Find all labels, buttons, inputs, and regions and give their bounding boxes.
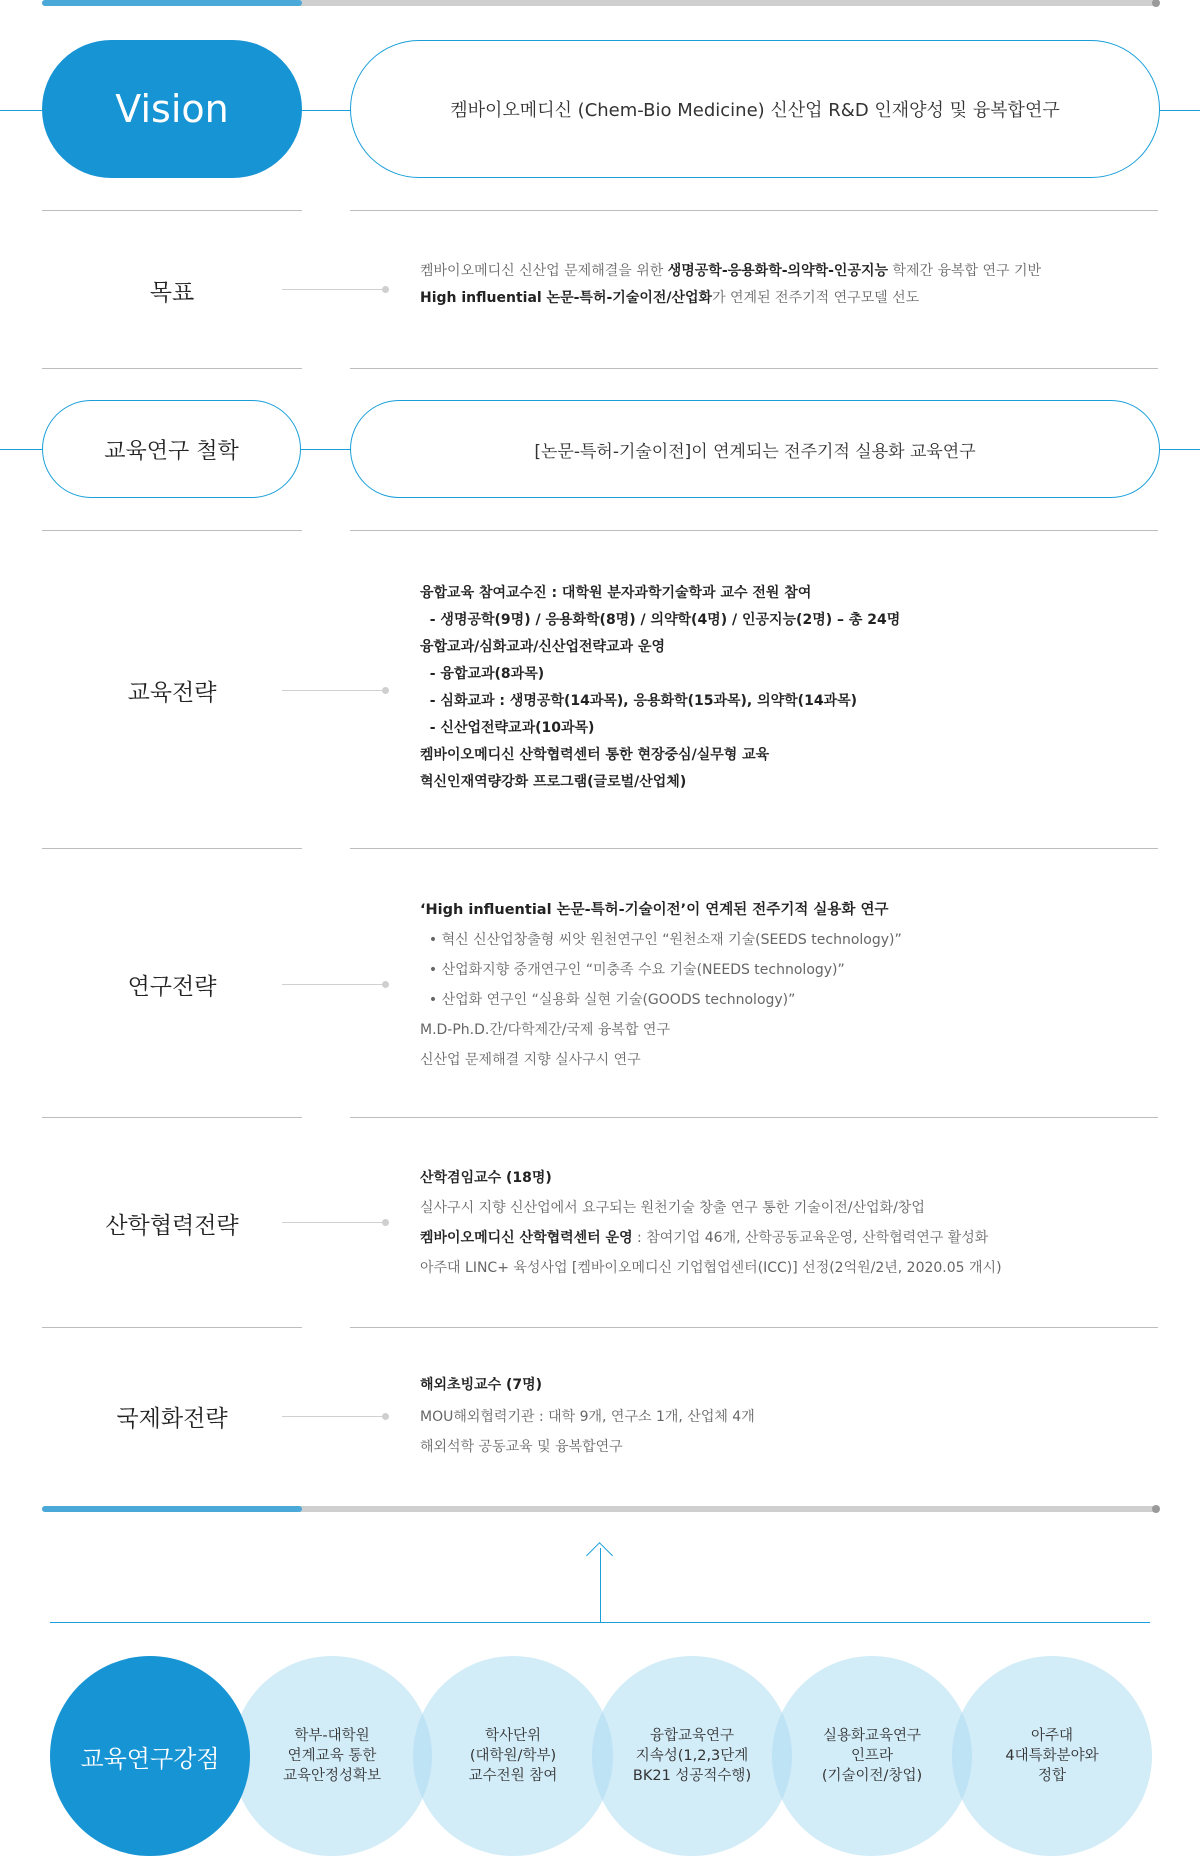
top-progress-bar [42, 0, 1158, 6]
research-headline: ‘High influential 논문-특허-기술이전’이 연계된 전주기적 실용화 연구 [420, 902, 889, 918]
education-line-7: 켐바이오메디신 산학협력센터 통한 현장중심/실무형 교육 [420, 747, 770, 763]
strength-1-line-3: 교육안정성확보 [282, 1768, 382, 1784]
education-content [420, 580, 1140, 796]
global-line-2: MOU해외협력기관 : 대학 9개, 연구소 1개, 산업체 4개 [420, 1409, 755, 1425]
top-progress-fill [42, 0, 302, 6]
research-line-5: 신산업 문제해결 지향 실사구시 연구 [420, 1052, 641, 1068]
strength-item-5 [952, 1656, 1152, 1856]
goal-line-2 [420, 285, 1140, 312]
top-progress-end-dot [1152, 0, 1160, 7]
education-line-8: 혁신인재역량강화 프로그램(글로벌/산업체) [420, 774, 687, 790]
strengths-top-line [50, 1622, 1150, 1623]
education-connector [282, 690, 386, 691]
industry-line-1: 산학겸임교수 (18명) [420, 1170, 552, 1186]
strength-item-2 [413, 1656, 613, 1856]
industry-line-2: 실사구시 지향 신산업에서 요구되는 원천기술 창출 연구 통한 기술이전/산업화/창업 [420, 1200, 925, 1216]
strength-3-line-2: 지속성(1,2,3단계 [635, 1748, 749, 1764]
vision-label: Vision [115, 87, 229, 131]
goal-line-1-bold: 생명공학-응용화학-의약학-인공지능 [667, 263, 889, 279]
education-label: 교육전략 [127, 680, 217, 706]
goal-line-1 [420, 258, 1140, 285]
education-line-1: 융합교육 참여교수진 : 대학원 분자과학기술학과 교수 전원 참여 [420, 585, 812, 601]
industry-line-4: 아주대 LINC+ 육성사업 [켐바이오메디신 기업협업센터(ICC)] 선정(2억원/2년, 2020.05 개시) [420, 1260, 1002, 1276]
vision-statement-box [350, 40, 1160, 178]
global-line-3: 해외석학 공동교육 및 융복합연구 [420, 1439, 623, 1455]
separator-right [350, 1327, 1158, 1328]
research-line-2: • 산업화지향 중개연구인 “미충족 수요 기술(NEEDS technology)” [420, 962, 845, 978]
strength-4-line-2: 인프라 [850, 1748, 894, 1764]
strength-4-line-3: (기술이전/창업) [821, 1768, 923, 1784]
goal-connector [282, 289, 386, 290]
separator-right [350, 210, 1158, 211]
industry-line-3 [420, 1223, 1140, 1253]
global-connector [282, 1416, 386, 1417]
separator-right [350, 530, 1158, 531]
industry-line-3-post: : 참여기업 46개, 산학공동교육운영, 산학협력연구 활성화 [632, 1230, 989, 1246]
goal-line-2-bold: High influential 논문-특허-기술이전/산업화 [420, 290, 713, 306]
vision-statement: 켐바이오메디신 (Chem-Bio Medicine) 신산업 R&D 인재양성 및 융복합연구 [450, 100, 1060, 121]
strength-2-line-2: (대학원/학부) [469, 1748, 557, 1764]
philosophy-statement: [논문-특허-기술이전]이 연계되는 전주기적 실용화 교육연구 [534, 441, 976, 462]
global-line-1: 해외초빙교수 (7명) [420, 1377, 543, 1393]
education-line-5: - 심화교과 : 생명공학(14과목), 응용화학(15과목), 의약학(14과목) [420, 693, 858, 709]
philosophy-statement-box [350, 400, 1160, 498]
strength-item-1 [232, 1656, 432, 1856]
separator-left [42, 368, 302, 369]
research-content [420, 895, 1140, 1075]
education-line-3: 융합교과/심화교과/신산업전략교과 운영 [420, 639, 666, 655]
strength-5-line-2: 4대특화분야와 [1005, 1748, 1099, 1764]
strength-5-line-3: 정합 [1037, 1768, 1066, 1784]
strength-3-line-3: BK21 성공적수행) [632, 1768, 752, 1784]
separator-right [350, 368, 1158, 369]
separator-right [350, 848, 1158, 849]
goal-line-2-post: 가 연계된 전주기적 연구모델 선도 [712, 290, 920, 306]
strength-1-line-1: 학부-대학원 [294, 1728, 370, 1744]
goal-label: 목표 [149, 280, 195, 306]
global-label: 국제화전략 [116, 1406, 228, 1432]
education-line-6: - 신산업전략교과(10과목) [420, 720, 595, 736]
strength-3-line-1: 융합교육연구 [649, 1728, 735, 1744]
industry-line-3-bold: 켐바이오메디신 산학협력센터 운영 [420, 1230, 633, 1246]
philosophy-badge [42, 400, 301, 498]
vision-badge [42, 40, 302, 178]
strength-item-4 [772, 1656, 972, 1856]
strength-item-3 [592, 1656, 792, 1856]
strengths-title: 교육연구강점 [80, 1744, 220, 1773]
education-line-2: - 생명공학(9명) / 응용화학(8명) / 의약학(4명) / 인공지능(2명) – 총 24명 [420, 612, 901, 628]
goal-line-1-post: 학제간 융복합 연구 기반 [888, 263, 1042, 279]
separator-left [42, 1327, 302, 1328]
strength-2-line-3: 교수전원 참여 [468, 1768, 558, 1784]
strength-1-line-2: 연계교육 통한 [287, 1748, 377, 1764]
education-line-4: - 융합교과(8과목) [420, 666, 545, 682]
research-line-1: • 혁신 신산업창출형 씨앗 원천연구인 “원천소재 기술(SEEDS technology)” [420, 932, 902, 948]
industry-content [420, 1163, 1140, 1283]
strength-5-line-1: 아주대 [1030, 1728, 1074, 1744]
strength-2-line-1: 학사단위 [484, 1728, 542, 1744]
research-line-4: M.D-Ph.D.간/다학제간/국제 융복합 연구 [420, 1022, 670, 1038]
separator-right [350, 1117, 1158, 1118]
separator-left [42, 848, 302, 849]
industry-label: 산학협력전략 [105, 1213, 239, 1239]
bottom-progress-fill [42, 1506, 302, 1512]
global-content [420, 1368, 1140, 1462]
separator-left [42, 210, 302, 211]
up-arrow-shaft [600, 1548, 601, 1622]
goal-content [420, 258, 1140, 312]
philosophy-label: 교육연구 철학 [104, 438, 239, 464]
bottom-progress-end-dot [1152, 1505, 1160, 1513]
research-connector [282, 984, 386, 985]
bottom-progress-bar [42, 1506, 1158, 1512]
separator-left [42, 1117, 302, 1118]
goal-line-1-pre: 켐바이오메디신 신산업 문제해결을 위한 [420, 263, 668, 279]
strengths-title-circle [50, 1656, 250, 1856]
separator-left [42, 530, 302, 531]
industry-connector [282, 1222, 386, 1223]
strength-4-line-1: 실용화교육연구 [822, 1728, 922, 1744]
research-label: 연구전략 [127, 974, 217, 1000]
research-line-3: • 산업화 연구인 “실용화 실현 기술(GOODS technology)” [420, 992, 796, 1008]
